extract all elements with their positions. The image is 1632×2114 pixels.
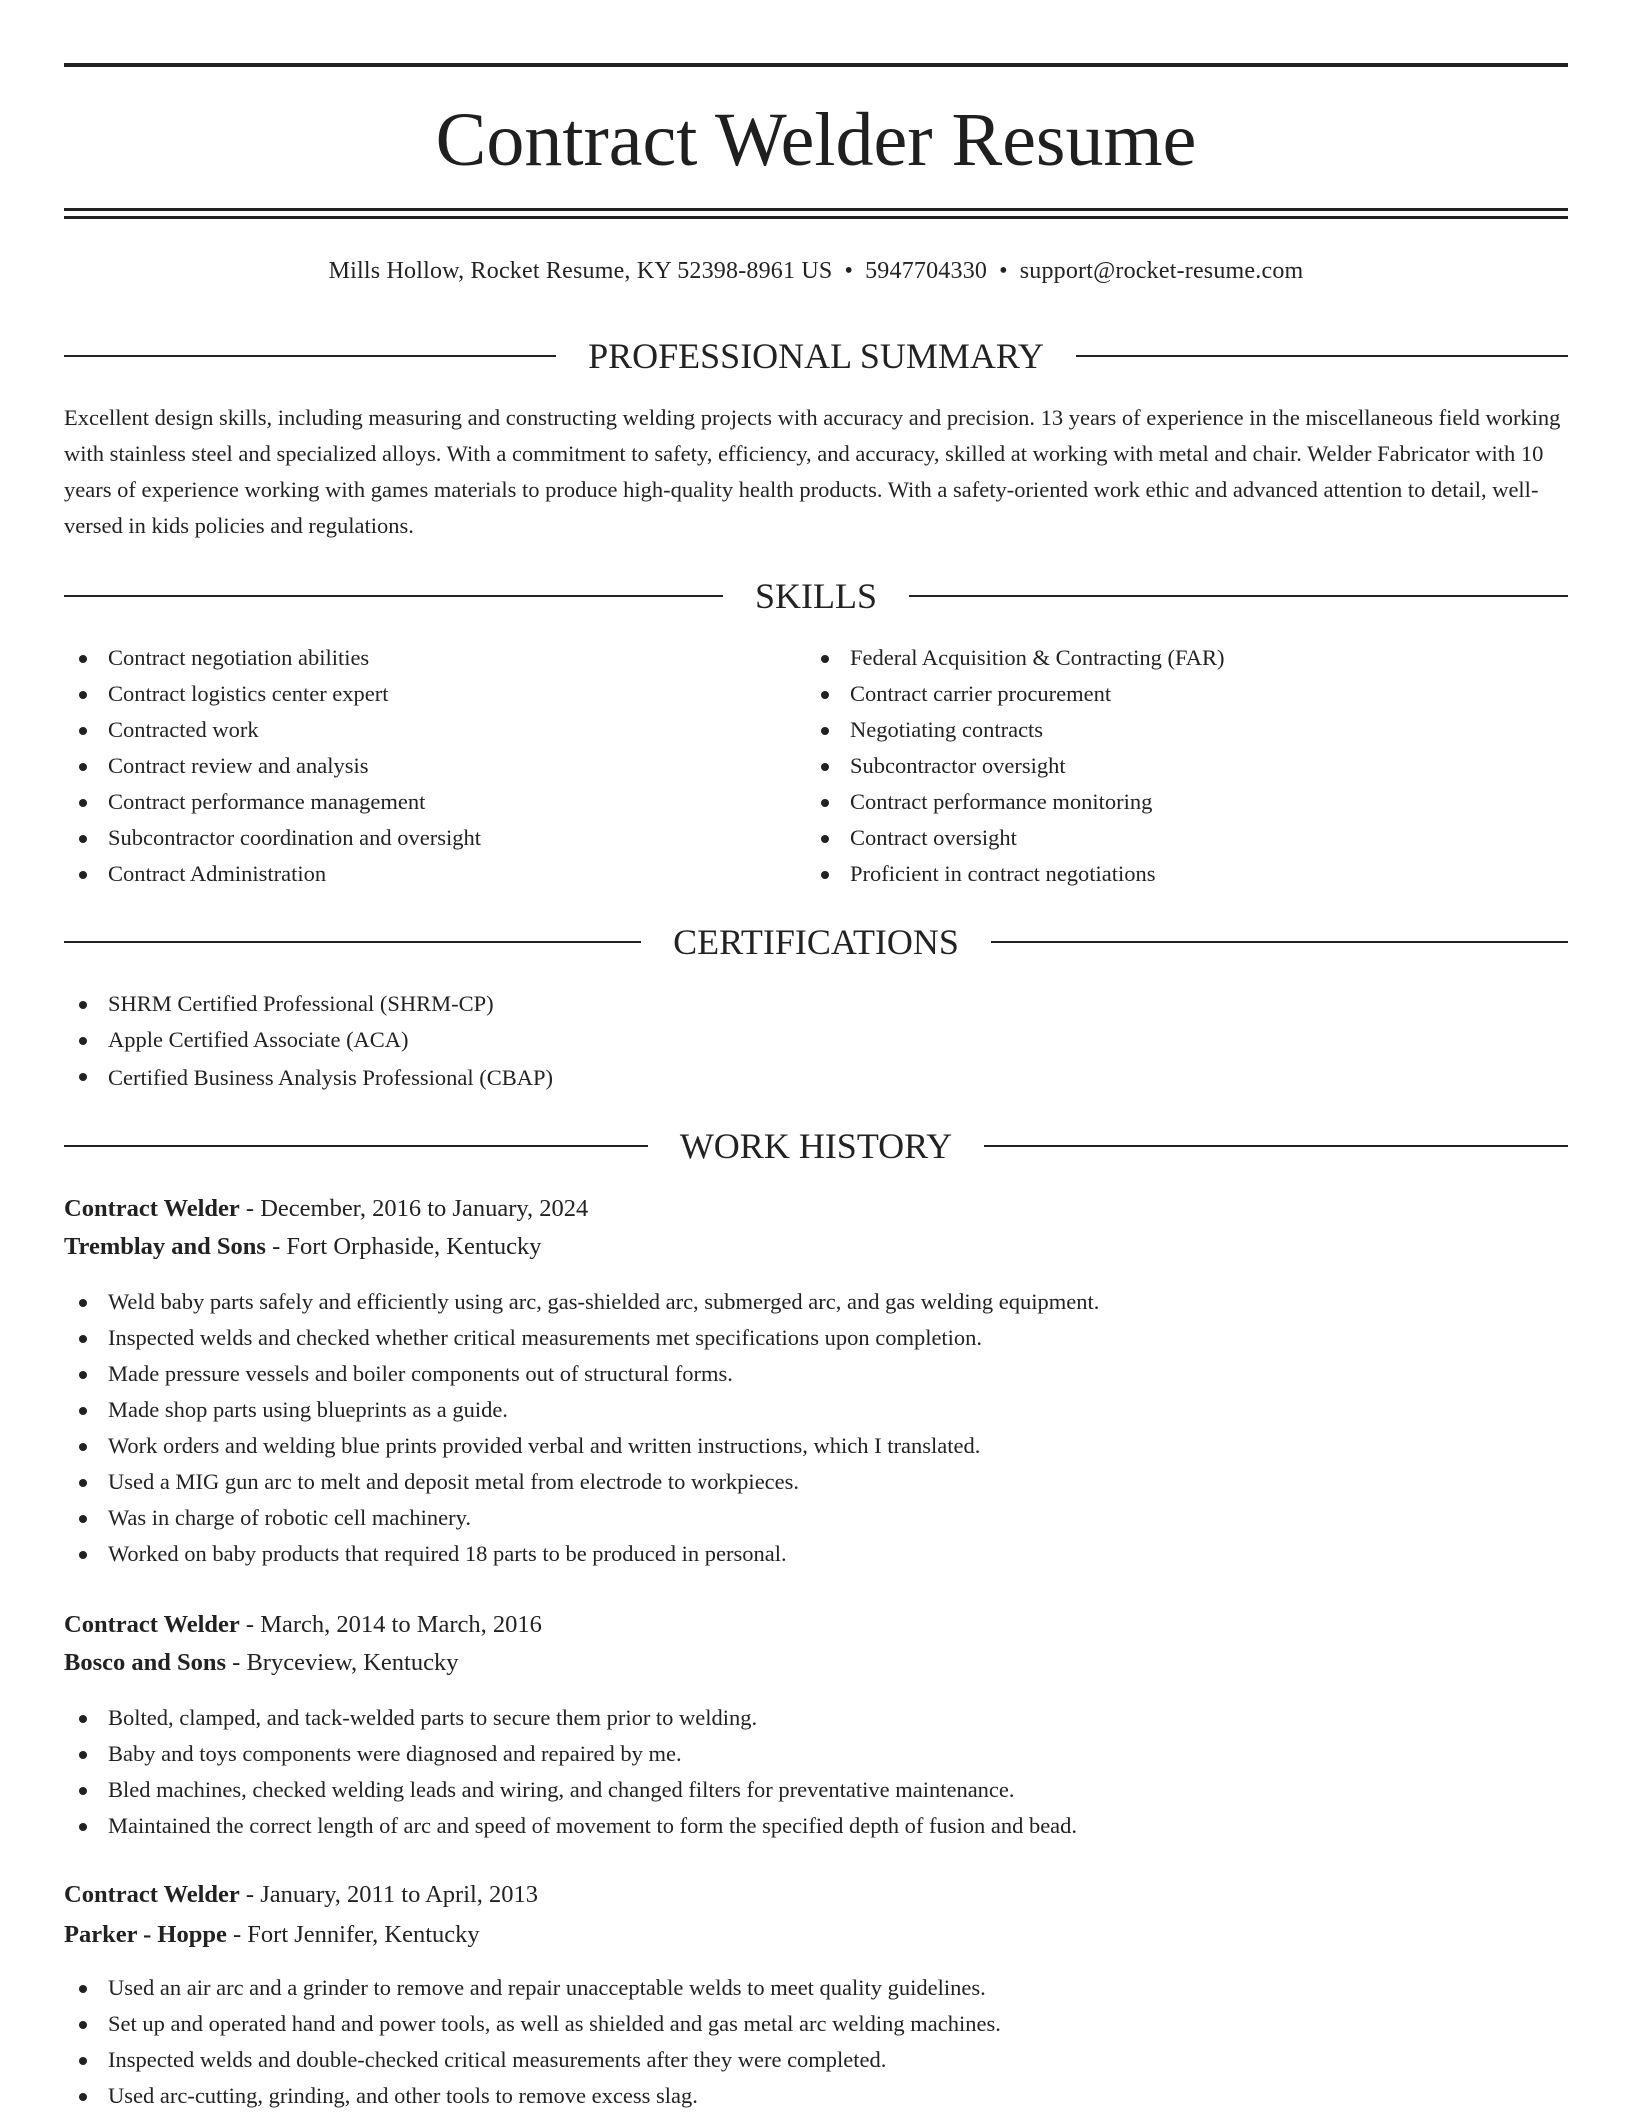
contact-separator: • [999, 258, 1008, 284]
list-item: Subcontractor oversight [806, 748, 1225, 784]
list-item: Baby and toys components were diagnosed and repaired by me. [64, 1736, 1077, 1772]
list-item: Contract review and analysis [64, 748, 481, 784]
contact-email[interactable]: support@rocket-resume.com [1019, 258, 1304, 284]
certifications-list [64, 986, 553, 1098]
job-dates: - January, 2011 to April, 2013 [239, 1881, 539, 1908]
list-item: Contract negotiation abilities [64, 640, 481, 676]
divider [64, 355, 556, 357]
list-item: Apple Certified Associate (ACA) [64, 1022, 553, 1058]
list-item: Contract performance management [64, 784, 481, 820]
job-company: Tremblay and Sons [64, 1233, 266, 1260]
contact-address: Mills Hollow, Rocket Resume, KY 52398-8961 US [328, 258, 833, 284]
list-item: Contract carrier procurement [806, 676, 1225, 712]
list-item: Inspected welds and double-checked critical measurements after they were completed. [64, 2042, 1001, 2078]
divider [984, 1145, 1568, 1147]
list-item: Was in charge of robotic cell machinery. [64, 1500, 1099, 1536]
section-heading-skills [64, 576, 1568, 616]
list-item: Used a MIG gun arc to melt and deposit metal from electrode to workpieces. [64, 1464, 1099, 1500]
list-item: Negotiating contracts [806, 712, 1225, 748]
list-item: Set up and operated hand and power tools, as well as shielded and gas metal arc welding machines. [64, 2006, 1001, 2042]
list-item: Inspected welds and checked whether critical measurements met specifications upon completion. [64, 1320, 1099, 1356]
section-heading-summary [64, 336, 1568, 376]
section-heading-work-history [64, 1126, 1568, 1166]
list-item: Used arc-cutting, grinding, and other tools to remove excess slag. [64, 2078, 1001, 2114]
summary-paragraph: Excellent design skills, including measuring and constructing welding projects with accuracy and precision. 13 years of experience in the miscellaneous field working with stainless steel and specialized alloys. With a commitment to safety, efficiency, and accuracy, skilled at working with metal and chair. Welder Fabricator with 10 years of experience working with games materials to produce high-quality health products. With a safety-oriented work ethic and advanced attention to detail, well-versed in kids policies and regulations. [64, 405, 1561, 538]
job-duties-list [64, 1700, 1077, 1844]
contact-separator: • [844, 258, 854, 284]
list-item: Maintained the correct length of arc and speed of movement to form the specified depth of fusion and bead. [64, 1808, 1077, 1844]
job-title-line [64, 1608, 542, 1642]
job-company-line [64, 1646, 459, 1680]
list-item: Certified Business Analysis Professional (CBAP) [64, 1058, 553, 1098]
contact-phone: 5947704330 [865, 258, 988, 284]
job-title: Contract Welder [64, 1881, 240, 1908]
resume-title: Contract Welder Resume [435, 98, 1197, 182]
section-title: PROFESSIONAL SUMMARY [588, 336, 1044, 376]
section-title: CERTIFICATIONS [673, 922, 959, 962]
list-item: Work orders and welding blue prints provided verbal and written instructions, which I translated. [64, 1428, 1099, 1464]
list-item: Contract performance monitoring [806, 784, 1225, 820]
job-dates: - March, 2014 to March, 2016 [239, 1611, 542, 1638]
list-item: SHRM Certified Professional (SHRM-CP) [64, 986, 553, 1022]
job-duties-list [64, 1970, 1001, 2114]
list-item: Contract Administration [64, 856, 481, 892]
list-item: Contract oversight [806, 820, 1225, 856]
skills-list-right [806, 640, 1225, 892]
section-heading-certifications [64, 922, 1568, 962]
header-bottom-rule-2 [64, 216, 1568, 219]
skills-list-left [64, 640, 481, 892]
list-item: Bolted, clamped, and tack-welded parts to secure them prior to welding. [64, 1700, 1077, 1736]
job-title-line [64, 1192, 588, 1226]
job-title: Contract Welder [64, 1195, 240, 1222]
job-title-line [64, 1878, 538, 1912]
job-location: - Fort Jennifer, Kentucky [226, 1921, 480, 1948]
job-title: Contract Welder [64, 1611, 240, 1638]
list-item: Worked on baby products that required 18 parts to be produced in personal. [64, 1536, 1099, 1572]
list-item: Made shop parts using blueprints as a guide. [64, 1392, 1099, 1428]
list-item: Proficient in contract negotiations [806, 856, 1225, 892]
list-item: Subcontractor coordination and oversight [64, 820, 481, 856]
list-item: Contract logistics center expert [64, 676, 481, 712]
divider [1076, 355, 1568, 357]
divider [64, 595, 723, 597]
header-bottom-rule [64, 208, 1568, 211]
job-company-line [64, 1230, 542, 1264]
list-item: Weld baby parts safely and efficiently using arc, gas-shielded arc, submerged arc, and gas welding equipment. [64, 1284, 1099, 1320]
list-item: Bled machines, checked welding leads and wiring, and changed filters for preventative maintenance. [64, 1772, 1077, 1808]
job-company: Bosco and Sons [64, 1649, 227, 1676]
job-dates: - December, 2016 to January, 2024 [239, 1195, 589, 1222]
job-duties-list [64, 1284, 1099, 1572]
list-item: Contracted work [64, 712, 481, 748]
header-top-rule [64, 63, 1568, 67]
section-title: WORK HISTORY [679, 1126, 953, 1166]
job-company: Parker - Hoppe [64, 1921, 227, 1948]
divider [909, 595, 1568, 597]
section-title: SKILLS [755, 576, 878, 616]
list-item: Made pressure vessels and boiler components out of structural forms. [64, 1356, 1099, 1392]
job-company-line [64, 1918, 480, 1952]
divider [64, 941, 641, 943]
divider [64, 1145, 648, 1147]
divider [991, 941, 1568, 943]
list-item: Used an air arc and a grinder to remove and repair unacceptable welds to meet quality guidelines. [64, 1970, 1001, 2006]
job-location: - Fort Orphaside, Kentucky [265, 1233, 542, 1260]
list-item: Federal Acquisition & Contracting (FAR) [806, 640, 1225, 676]
contact-line [64, 256, 1568, 286]
job-location: - Bryceview, Kentucky [226, 1649, 459, 1676]
